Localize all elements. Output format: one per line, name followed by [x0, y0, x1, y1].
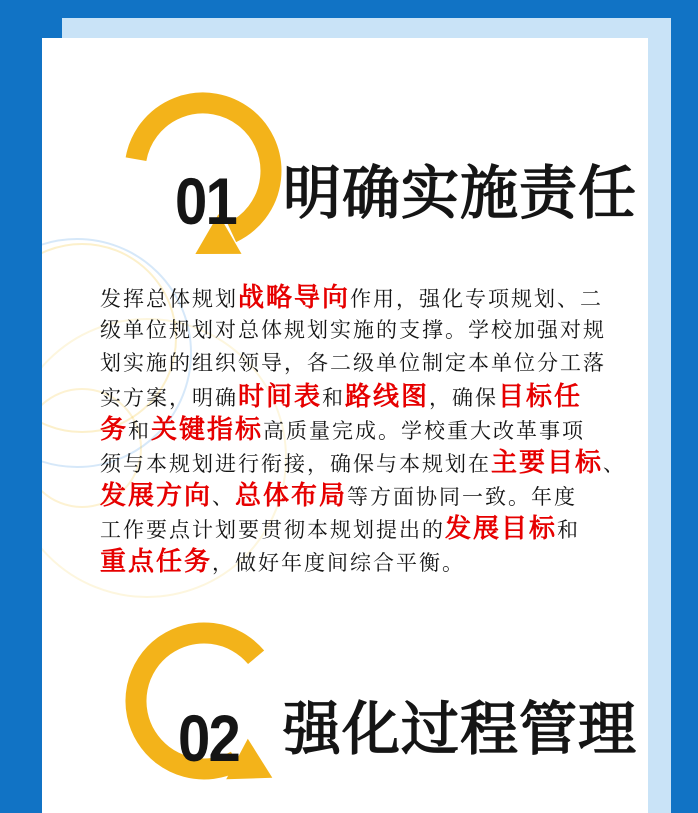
plain-text: 划实施的组织领导，各二级单位制定本单位分工落 [100, 352, 606, 375]
section-number: 02 [177, 701, 240, 775]
emphasis-text: 路线图 [345, 381, 430, 411]
emphasis-text: 发展方向 [100, 480, 213, 510]
plain-text: ，确保 [429, 387, 499, 410]
text-line [100, 413, 620, 446]
plain-text: 、 [212, 486, 236, 509]
emphasis-text: 时间表 [238, 381, 323, 411]
section-title: 强化过程管理 [283, 697, 638, 762]
text-line [100, 281, 620, 314]
plain-text: 须与本规划进行衔接，确保与本规划在 [100, 453, 491, 476]
text-line [100, 380, 620, 413]
content-card [42, 38, 648, 813]
plain-text: 和 [322, 387, 346, 410]
plain-text: 高质量完成。学校重大改革事项 [263, 420, 586, 443]
plain-text: 工作要点计划要贯彻本规划提出的 [100, 519, 445, 542]
emphasis-text: 重点任务 [100, 546, 213, 576]
text-line [100, 347, 620, 380]
plain-text: 发挥总体规划 [100, 288, 238, 311]
emphasis-text: 总体布局 [235, 480, 348, 510]
emphasis-text: 关键指标 [151, 414, 264, 444]
plain-text: 实方案，明确 [100, 387, 238, 410]
emphasis-text: 目标任 [498, 381, 583, 411]
text-line [100, 314, 620, 347]
plain-text: 级单位规划对总体规划实施的支撑。学校加强对规 [100, 319, 606, 342]
text-line [100, 545, 620, 578]
section-number: 01 [174, 164, 237, 238]
plain-text: 和 [128, 420, 152, 443]
section-title: 明确实施责任 [283, 161, 638, 226]
emphasis-text: 发展目标 [445, 513, 558, 543]
plain-text: 、 [603, 453, 627, 476]
text-line [100, 446, 627, 479]
text-line [100, 479, 620, 512]
plain-text: 作用，强化专项规划、二 [350, 288, 604, 311]
plain-text: ，做好年度间综合平衡。 [212, 552, 466, 575]
text-line [100, 512, 620, 545]
body-paragraph [100, 281, 627, 578]
emphasis-text: 主要目标 [491, 447, 604, 477]
emphasis-text: 战略导向 [238, 282, 351, 312]
plain-text: 和 [557, 519, 581, 542]
plain-text: 等方面协同一致。年度 [347, 486, 578, 509]
emphasis-text: 务 [100, 414, 129, 444]
